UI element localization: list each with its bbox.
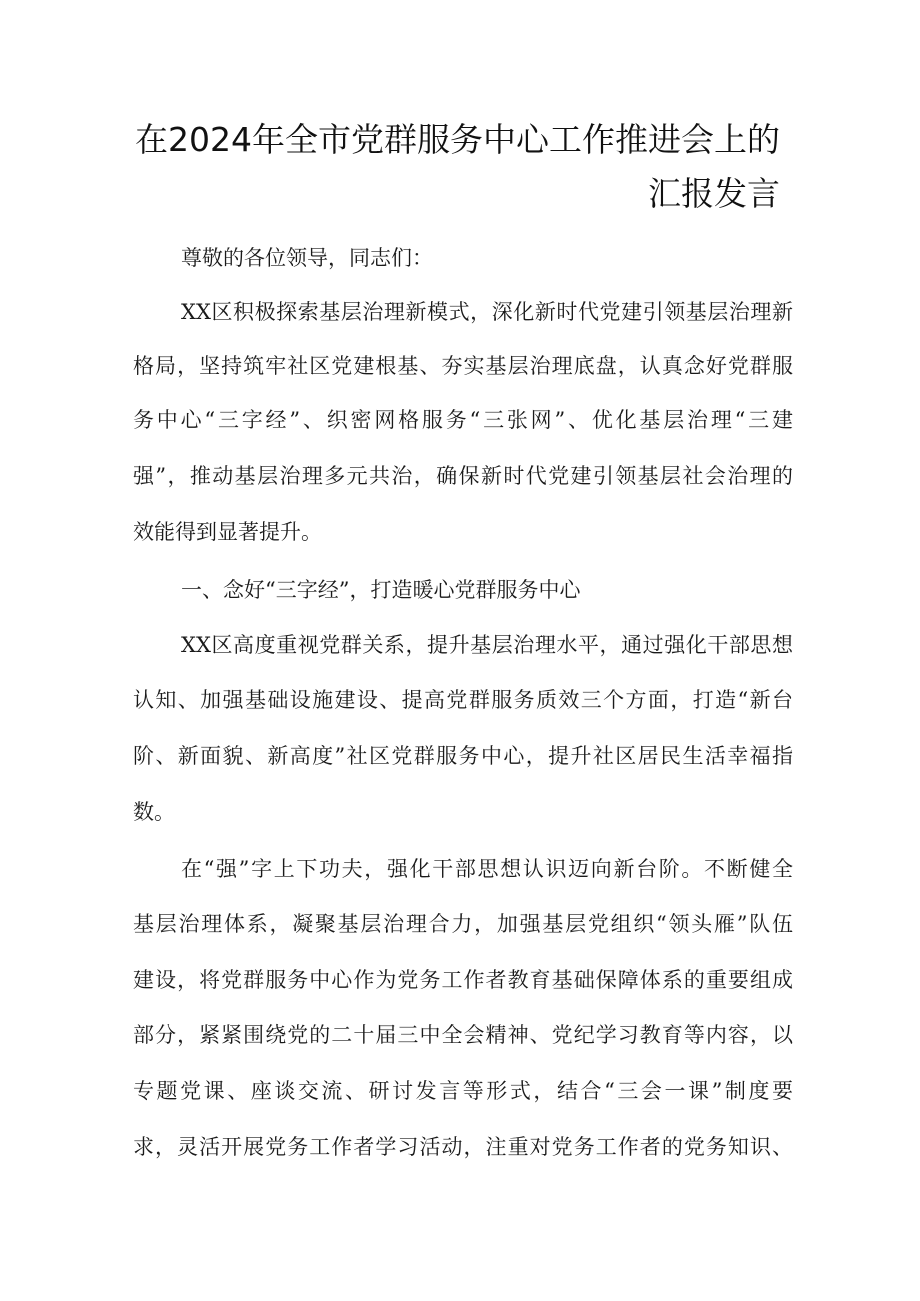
paragraph-3-line: 专题党课、座谈交流、研讨发言等形式，结合“三会一课”制度要 xyxy=(133,1079,793,1103)
paragraph-3-line: 求，灵活开展党务工作者学习活动，注重对党务工作者的党务知识、 xyxy=(133,1135,793,1159)
paragraph-2-line: 认知、加强基础设施建设、提高党群服务质效三个方面，打造“新台 xyxy=(133,688,793,712)
paragraph-3-line: 建设，将党群服务中心作为党务工作者教育基础保障体系的重要组成 xyxy=(133,968,793,992)
paragraph-2-line: 阶、新面貌、新高度”社区党群服务中心，提升社区居民生活幸福指 xyxy=(133,744,793,768)
document-title-line-1: 在2024年全市党群服务中心工作推进会上的 xyxy=(135,120,780,159)
paragraph-1-line: 效能得到显著提升。 xyxy=(133,520,322,544)
section-heading-1: 一、念好“三字经”，打造暖心党群服务中心 xyxy=(181,578,581,602)
paragraph-3-line: 基层治理体系，凝聚基层治理合力，加强基层党组织“领头雁”队伍 xyxy=(133,912,793,936)
paragraph-2-line: XX区高度重视党群关系，提升基层治理水平，通过强化干部思想 xyxy=(181,633,793,657)
paragraph-1-line: 强”，推动基层治理多元共治，确保新时代党建引领基层社会治理的 xyxy=(133,464,793,488)
paragraph-3-line: 在“强”字上下功夫，强化干部思想认识迈向新台阶。不断健全 xyxy=(181,857,793,881)
paragraph-2-line: 数。 xyxy=(133,800,175,824)
paragraph-1-line: XX区积极探索基层治理新模式，深化新时代党建引领基层治理新 xyxy=(181,300,793,324)
document-title-line-2: 汇报发言 xyxy=(648,174,780,213)
paragraph-1-line: 格局，坚持筑牢社区党建根基、夯实基层治理底盘，认真念好党群服 xyxy=(133,354,793,378)
paragraph-3-line: 部分，紧紧围绕党的二十届三中全会精神、党纪学习教育等内容，以 xyxy=(133,1023,793,1047)
salutation: 尊敬的各位领导，同志们： xyxy=(181,246,433,270)
paragraph-1-line: 务中心“三字经”、织密网格服务“三张网”、优化基层治理“三建 xyxy=(133,408,793,432)
